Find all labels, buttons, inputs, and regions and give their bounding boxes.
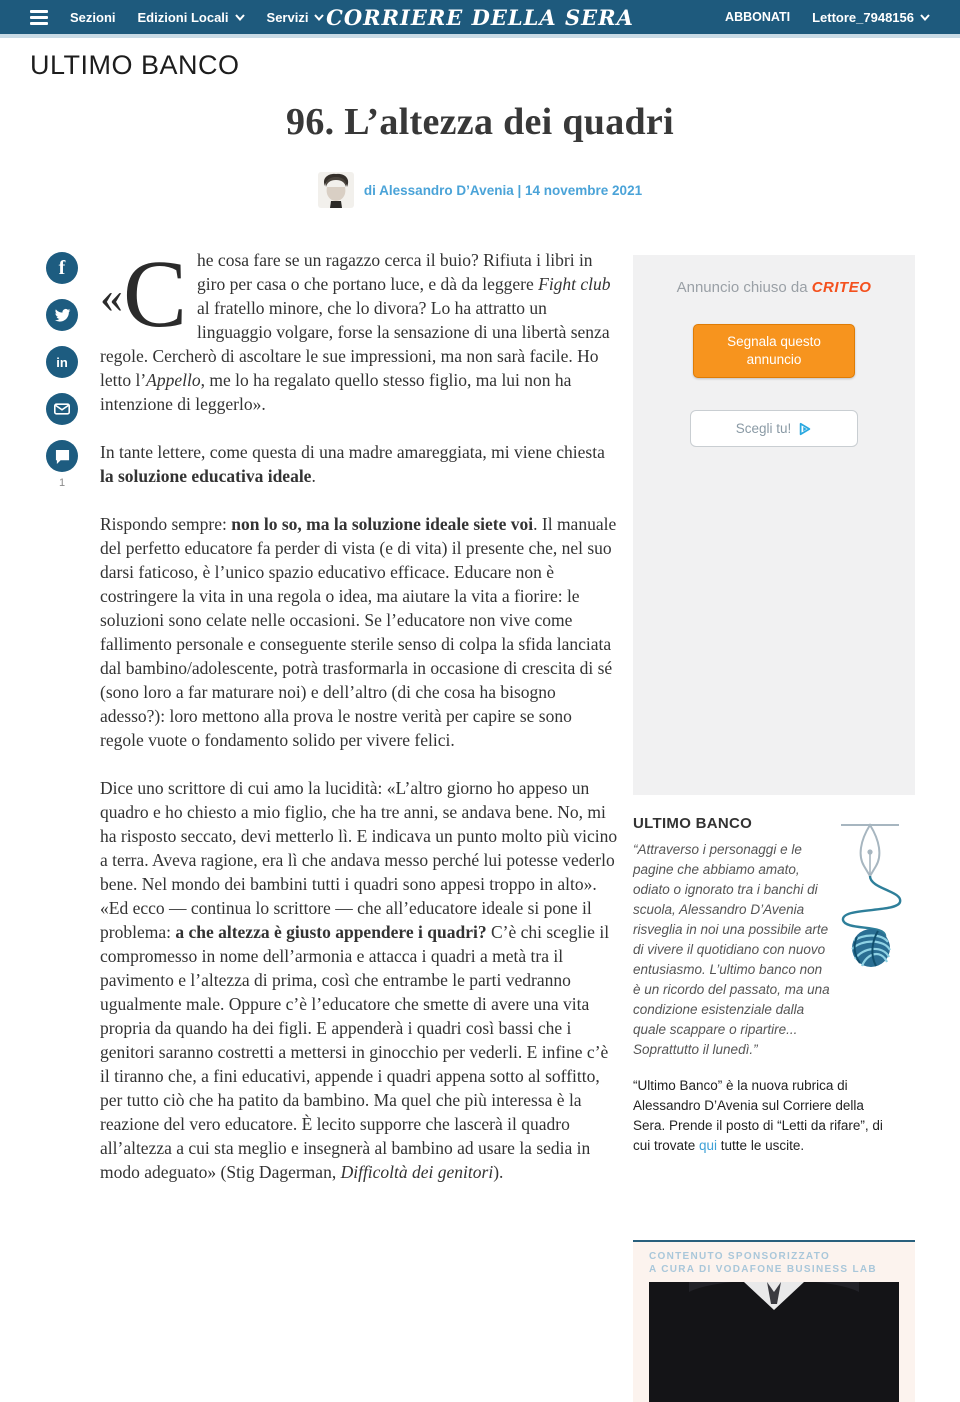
page-title: 96. L’altezza dei quadri — [286, 101, 674, 143]
nav-edizioni-locali[interactable]: Edizioni Locali — [138, 10, 245, 25]
share-email-button[interactable] — [46, 393, 78, 425]
ad-slot — [633, 255, 915, 795]
adchoices-button[interactable]: Scegli tu! — [690, 410, 858, 447]
share-linkedin-button[interactable] — [46, 346, 78, 378]
rubric-title: ULTIMO BANCO — [633, 815, 753, 832]
chevron-down-icon — [920, 14, 930, 21]
article-paragraph: In tante lettere, come questa di una madre amareggiata, mi viene chiesta la soluzione educativa ideale. — [100, 442, 605, 486]
facebook-icon: f — [58, 257, 66, 279]
article-paragraph: Rispondo sempre: non lo so, ma la soluzione ideale siete voi. Il manuale del perfetto educatore fa perder di vista (e di vita) il presente che, nel suo darsi faticoso, è l’unico spazio educativo efficace. Educare non è costringere la vita in una regola o idea, ma aiutare la vita a fiorire: le soluzioni sono celate nelle occasioni. Se l’educatore non vive come fallimento personale e conseguente sterile senso di colpa la sfida lanciata dal bambino/adolescente, potrà trasformarla in occasione di crescita di sé (sono loro a far maturare noi) e dell’altro (di che cosa ha bisogno adesso?): loro mettono alla prova le nostre verità per capire se sono regole vuote o fondamento solido per vivere felici. — [100, 514, 617, 750]
article-body — [100, 240, 618, 1208]
comment-count: 1 — [58, 477, 66, 489]
rubric-about: “Ultimo Banco” è la nuova rubrica di Alessandro D’Avenia sul Corriere della Sera. Prende il posto di “Letti da rifare”, di cui trovate qui tutte le uscite. — [633, 1078, 883, 1153]
author-portrait-image — [318, 172, 354, 208]
drop-cap: « C — [100, 240, 188, 347]
nav-sezioni[interactable]: Sezioni — [70, 9, 116, 25]
report-ad-button[interactable]: Segnala questo annuncio — [693, 324, 855, 378]
article-paragraph: « C he cosa fare se un ragazzo cerca il buio? Rifiuta i libri in giro per casa o che portano luce, e dà da leggere Fight club al fratello minore, che lo divora? Lo ha attratto un linguaggio volgare, forse la sensazione di una libertà senza regole. Cercherò di ascoltare le sue impressioni, ma non sarà facile. Ho letto l’Appello, me lo ha regalato quello stesso figlio, ma lui non ha intenzione di leggerlo». — [100, 240, 611, 414]
linkedin-icon: in — [56, 354, 68, 370]
masthead-logo: CORRIERE DELLA SERA — [326, 4, 634, 30]
nav-abbonati[interactable]: ABBONATI — [725, 10, 791, 24]
comment-bubble-icon — [55, 449, 70, 464]
hamburger-menu-icon[interactable] — [30, 10, 48, 25]
criteo-logo[interactable]: CRITEO — [811, 279, 872, 296]
byline — [0, 172, 960, 208]
adchoices-icon — [798, 422, 812, 436]
top-navbar — [0, 0, 960, 38]
chevron-down-icon — [314, 14, 324, 21]
sponsored-content-box — [633, 1240, 915, 1402]
mail-icon — [54, 403, 70, 415]
nav-user-menu[interactable]: Lettore_7948156 — [812, 10, 930, 25]
sponsored-label: CONTENUTO SPONSORIZZATO A CURA DI VODAFONE BUSINESS LAB — [649, 1251, 877, 1275]
inline-link[interactable]: qui — [699, 1138, 718, 1153]
sponsored-image[interactable] — [649, 1282, 899, 1402]
ad-closed-label: Annuncio chiuso da CRITEO — [676, 279, 872, 296]
rubric-quote: “Attraverso i personaggi e le pagine che abbiamo amato, odiato o ignorato tra i banchi di scuola, Alessandro D’Avenia risveglia in noi una possibile arte di vivere il quotidiano con nuovo entusiasmo. L’ultimo banco non è un ricordo del passato, ma una condizione esistenziale dalla quale scappare o ripartire... Soprattutto il lunedì.” — [633, 842, 830, 1057]
chevron-down-icon — [235, 14, 245, 21]
article-paragraph: Dice uno scrittore di cui amo la lucidità: «L’altro giorno ho appeso un quadro e ho chiesto a mio figlio, che ha tre anni, se andava bene. No, mi ha risposto seccato, devi metterlo lì. E indicava un punto molto più vicino a terra. Aveva ragione, era lì che andava messo perché lui potesse vederlo bene. Nel mondo dei bambini tutti i quadri sono appesi troppo in alto». «Ed ecco — continua lo scrittore — che all’educatore ideale si pone il problema: a che altezza è giusto appendere i quadri? C’è chi sceglie il compromesso in nome dell’armonia e attacca i quadri a metà tra il pavimento e l’altezza di prima, così che entrambe le parti vedranno ugualmente male. Oppure c’è l’educatore che smette di avere una vita propria da quando ha dei figli. E appenderà i quadri così bassi che i genitori saranno costretti a mettersi in ginocchio per vederli. E infine c’è il tiranno che, a fini educativi, appende i quadri appena sotto al soffitto, per tutto ciò che ha patito da bambino. Ma quel che più interessa è la reazione del vero educatore. È lecito supporre che lascerà il quadro all’altezza a cui sta meglio e insegnerà al bambino ad usare la sedia in modo adeguato» (Stig Dagerman, Difficoltà dei genitori). — [100, 778, 618, 1182]
byline-prefix: di — [363, 182, 376, 198]
share-rail — [46, 252, 78, 489]
author-avatar[interactable] — [318, 172, 354, 208]
twitter-icon — [54, 308, 71, 323]
share-twitter-button[interactable] — [46, 299, 78, 331]
rubric-box — [633, 815, 915, 1156]
article-date: 14 novembre 2021 — [525, 182, 643, 198]
section-header[interactable]: ULTIMO BANCO — [30, 50, 240, 80]
comments-button[interactable] — [46, 440, 78, 472]
nav-servizi[interactable]: Servizi — [267, 10, 325, 25]
author-link[interactable]: Alessandro D’Avenia — [379, 182, 514, 198]
share-facebook-button[interactable] — [46, 252, 78, 284]
pen-yarn-illustration — [829, 821, 911, 971]
byline-separator: | — [517, 182, 522, 198]
